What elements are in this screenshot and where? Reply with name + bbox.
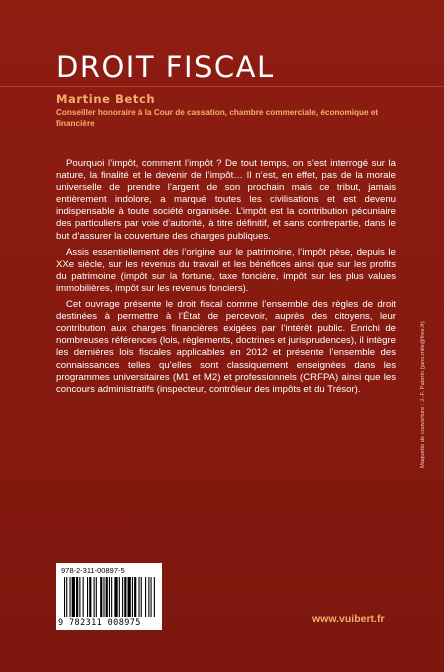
barcode-bar [132, 577, 133, 617]
barcode-bar [94, 577, 95, 617]
isbn-label: 978-2-311-00897-5 [61, 566, 125, 575]
barcode-bar [79, 577, 80, 617]
barcode-bar [128, 577, 131, 617]
title-divider [0, 86, 444, 87]
blurb [56, 158, 396, 400]
blurb-paragraph-2: Assis essentiellement dès l’origine sur le patrimoine, l’impôt pèse, depuis le XXe siècle, sur les revenus du travail et les bénéfices ainsi que sur les profits du patrimoine (impôt sur la fortune, taxe foncière, impôt sur les plus values immobilières, impôt sur les revenus fonciers). [56, 246, 396, 294]
barcode [56, 563, 162, 630]
barcode-bar [145, 577, 146, 617]
barcode-bar [72, 577, 75, 617]
barcode-bar [111, 577, 112, 617]
barcode-bar [109, 577, 110, 617]
barcode-bar [66, 577, 67, 617]
barcode-bar [134, 577, 136, 617]
barcode-bar [106, 577, 108, 617]
book-title: DROIT FISCAL [56, 50, 275, 84]
publisher-website: www.vuibert.fr [312, 613, 385, 625]
blurb-paragraph-1: Pourquoi l’impôt, comment l’impôt ? De tout temps, on s’est interrogé sur la nature, la finalité et le devenir de l’impôt… Il n’est, en effet, pas de la morale universelle de prendre l’argent de son prochain mais ce tribut, jamais entièrement indolore, a marqué toutes les civilisations et est devenu indispensable à toute société organisée. L’impôt est la contribution pécuniaire des particuliers par voie d’autorité, à titre définitif, et sans contrepartie, dans le but d’assurer la couverture des charges publiques. [56, 158, 396, 242]
barcode-bar [124, 577, 126, 617]
barcode-bar [64, 577, 65, 617]
barcode-bar [87, 577, 88, 617]
barcode-bar [83, 577, 84, 617]
barcode-bar [69, 577, 70, 617]
author-description: Conseiller honoraire à la Cour de cassation, chambre commerciale, économique et financière [56, 108, 379, 128]
blurb-paragraph-3: Cet ouvrage présente le droit fiscal comme l’ensemble des règles de droit destinées à permettre à l’État de percevoir, auprès des citoyens, leur contribution aux charges financières exigées par l’intérêt public. Enrichi de nombreuses références (lois, règlements, doctrines et jurisprudences), il intègre les dernières lois fiscales applicables en 2012 et présente l’ensemble des connaissances telles qu’elles sont classiquement enseignées dans les programmes universitaires (M1 et M2) et professionnels (CRFPA) ainsi que les concours administratifs (inspecteur, contrôleur des impôts et du Trésor). [56, 299, 396, 395]
barcode-bar [103, 577, 104, 617]
barcode-bars [64, 577, 156, 617]
barcode-bar [138, 577, 139, 617]
author-name: Martine Betch [56, 92, 156, 106]
barcode-bar [89, 577, 91, 617]
barcode-digits: 9 782311 008975 [58, 618, 141, 628]
barcode-bar [151, 577, 152, 617]
barcode-bar [122, 577, 123, 617]
barcode-bar [141, 577, 142, 617]
barcode-bar [119, 577, 120, 617]
cover-design-credit: Maquette de couverture : J.-F. Paterin (jano.mile@free.fr) [420, 321, 426, 468]
barcode-bar [76, 577, 78, 617]
barcode-bar [96, 577, 97, 617]
barcode-bar [154, 577, 155, 617]
barcode-bar [114, 577, 117, 617]
barcode-bar [100, 577, 102, 617]
barcode-bar [148, 577, 149, 617]
